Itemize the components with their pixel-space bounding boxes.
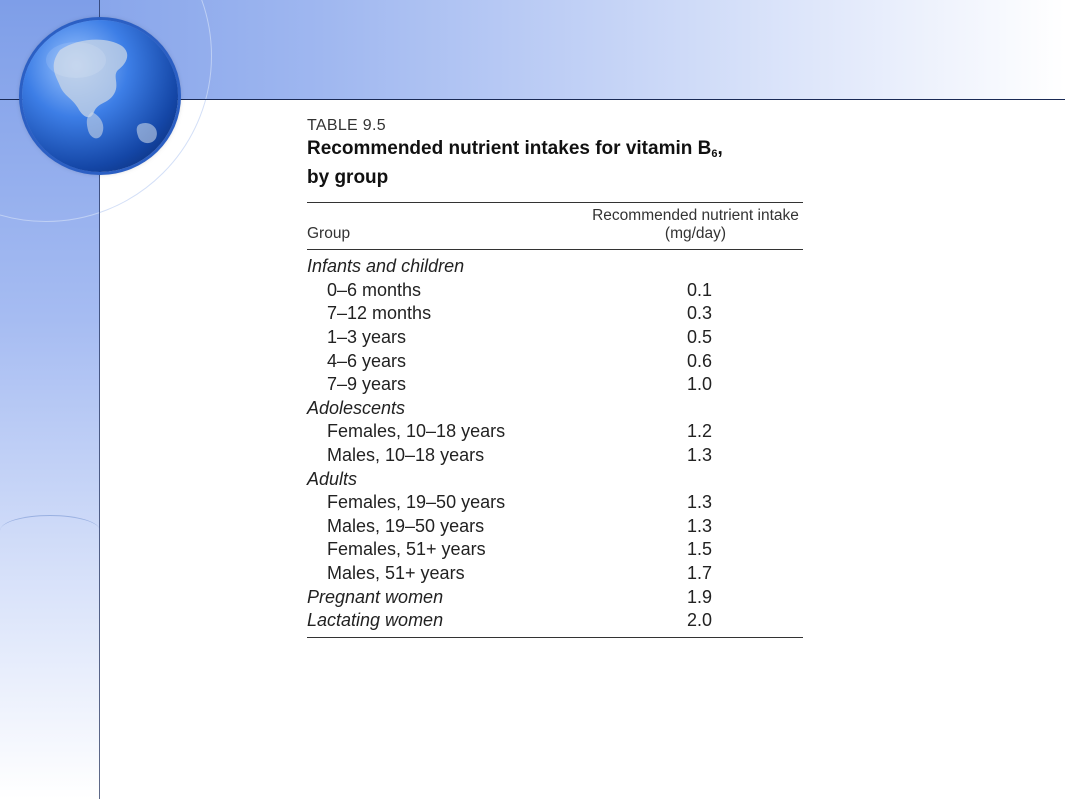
table-header bbox=[307, 203, 803, 249]
row-label: 7–9 years bbox=[327, 374, 407, 395]
table-row bbox=[307, 420, 803, 444]
row-label: Adults bbox=[307, 468, 358, 489]
row-value: 0.1 bbox=[686, 279, 713, 300]
row-label: Females, 10–18 years bbox=[327, 421, 506, 442]
row-value: 0.6 bbox=[686, 350, 713, 371]
table-row bbox=[307, 302, 803, 326]
table-row bbox=[307, 609, 803, 633]
table-title-line1: Recommended nutrient intakes for vitamin B bbox=[307, 138, 712, 159]
table-bottom-rule bbox=[307, 637, 803, 638]
table-number: TABLE 9.5 bbox=[307, 117, 386, 134]
row-label: Males, 19–50 years bbox=[327, 515, 485, 536]
row-label: Females, 51+ years bbox=[327, 539, 486, 560]
table-row bbox=[307, 255, 803, 279]
table-row bbox=[307, 349, 803, 373]
table-row bbox=[307, 444, 803, 468]
row-label: 1–3 years bbox=[327, 327, 407, 348]
table-title-subscript: 6 bbox=[711, 148, 718, 160]
row-value: 1.3 bbox=[686, 445, 713, 466]
row-label: Males, 10–18 years bbox=[327, 445, 485, 466]
table-row bbox=[307, 515, 803, 539]
column-header-intake bbox=[588, 207, 803, 247]
row-label: 0–6 months bbox=[327, 279, 422, 300]
row-label: Females, 19–50 years bbox=[327, 492, 506, 513]
table-row bbox=[307, 279, 803, 303]
table-row bbox=[307, 373, 803, 397]
table-title-comma: , bbox=[717, 138, 723, 159]
table-row bbox=[307, 326, 803, 350]
row-label: Adolescents bbox=[307, 397, 406, 418]
table-title bbox=[307, 137, 803, 189]
row-label: Pregnant women bbox=[307, 586, 444, 607]
row-value: 1.5 bbox=[686, 539, 713, 560]
row-label: 4–6 years bbox=[327, 350, 407, 371]
table-body bbox=[307, 250, 803, 637]
table-row bbox=[307, 397, 803, 421]
row-value: 1.7 bbox=[686, 563, 713, 584]
row-value: 1.3 bbox=[686, 492, 713, 513]
row-label: Lactating women bbox=[307, 610, 444, 631]
row-label: Males, 51+ years bbox=[327, 563, 465, 584]
column-header-intake-line2: (mg/day) bbox=[664, 225, 727, 242]
row-value: 1.0 bbox=[686, 374, 713, 395]
globe-icon bbox=[22, 20, 178, 172]
nutrient-table bbox=[307, 117, 803, 638]
row-value: 2.0 bbox=[686, 610, 713, 631]
column-header-group: Group bbox=[307, 225, 351, 242]
table-row bbox=[307, 491, 803, 515]
table-row bbox=[307, 538, 803, 562]
table-row bbox=[307, 585, 803, 609]
row-value: 0.3 bbox=[686, 303, 713, 324]
row-value: 1.9 bbox=[686, 586, 713, 607]
table-row bbox=[307, 467, 803, 491]
row-value: 0.5 bbox=[686, 327, 713, 348]
table-row bbox=[307, 562, 803, 586]
row-value: 1.2 bbox=[686, 421, 713, 442]
table-title-line2: by group bbox=[307, 167, 389, 188]
column-header-intake-line1: Recommended nutrient intake bbox=[592, 207, 799, 224]
row-label: Infants and children bbox=[307, 256, 465, 277]
row-value: 1.3 bbox=[686, 515, 713, 536]
row-label: 7–12 months bbox=[327, 303, 432, 324]
decorative-curve bbox=[0, 515, 100, 546]
